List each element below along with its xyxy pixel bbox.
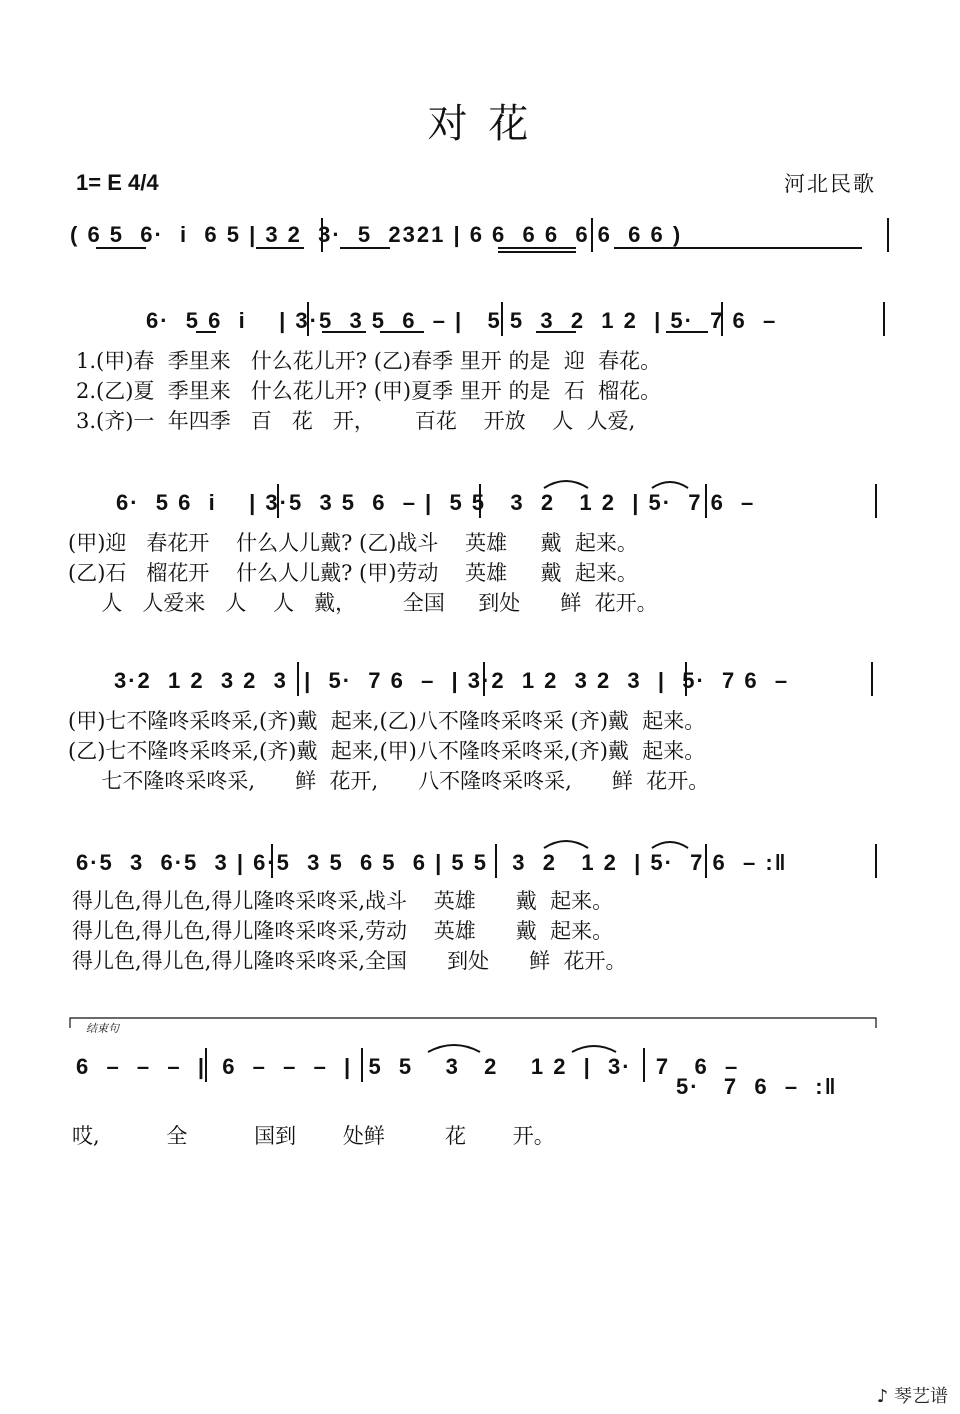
system-1-lyric-2: 2.(乙)夏 季里来 什么花儿开? (甲)夏季 里开 的是 石 榴花。 xyxy=(76,379,662,403)
logo-icon: ♪ xyxy=(876,1386,889,1407)
system-3-lyric-3: 七不隆咚采咚采, 鲜 花开, 八不隆咚采咚采, 鲜 花开。 xyxy=(68,769,710,793)
system-1-lyric-1: 1.(甲)春 季里来 什么花儿开? (乙)春季 里开 的是 迎 春花。 xyxy=(76,349,662,373)
system-2-lyric-1: (甲)迎 春花开 什么人儿戴? (乙)战斗 英雄 戴 起来。 xyxy=(68,531,638,555)
key-signature: 1= E 4/4 xyxy=(76,170,159,195)
system-4-lyric-1: 得儿色,得儿色,得儿隆咚采咚采,战斗 英雄 戴 起来。 xyxy=(72,889,614,913)
system-3-lyric-1: (甲)七不隆咚采咚采,(齐)戴 起来,(乙)八不隆咚采咚采 (齐)戴 起来。 xyxy=(68,709,706,733)
system-2-lyric-3: 人 人爱来 人 人 戴， 全国 到处 鲜 花开。 xyxy=(68,591,658,615)
ending-label: 结束句 xyxy=(86,1022,119,1035)
system-4-lyric-2: 得儿色,得儿色,得儿隆咚采咚采,劳动 英雄 戴 起来。 xyxy=(72,919,614,943)
logo-text: 琴艺谱 xyxy=(894,1386,948,1407)
song-title: 对 花 xyxy=(427,101,533,147)
system-2-lyric-2: (乙)石 榴花开 什么人儿戴? (甲)劳动 英雄 戴 起来。 xyxy=(68,561,638,585)
ending-notes-lower: 5· 7 6 – :‖ xyxy=(676,1074,838,1099)
system-2-notes: 6· 5 6 i | 3·5 3 5 6 – | 5 5 3 2 1 2 | 5· 7 6 – xyxy=(116,490,756,515)
system-1-lyric-3: 3.(齐)一 年四季 百 花 开， 百花 开放 人 人爱, xyxy=(76,409,636,433)
ending-notes: 6 – – – | 6 – – – | 5 5 3 2 1 2 | 3· 7 6 – xyxy=(76,1054,740,1079)
system-3-notes: 3·2 1 2 3 2 3 | 5· 7 6 – | 3·2 1 2 3 2 3 | 5· 7 6 – xyxy=(114,668,790,693)
composer-credit: 河北民歌 xyxy=(784,172,876,196)
system-4-notes: 6·5 3 6·5 3 | 6·5 3 5 6 5 6 | 5 5 3 2 1 2 | 5· 7 6 – :‖ xyxy=(76,850,788,875)
system-3-lyric-2: (乙)七不隆咚采咚采,(齐)戴 起来,(甲)八不隆咚采咚采,(齐)戴 起来。 xyxy=(68,739,706,763)
ending-lyrics: 哎, 全 国到 处鲜 花 开。 xyxy=(72,1124,555,1148)
intro-notes: ( 6 5 6· i 6 5 | 3 2 3· 5 2321 | 6 6 6 6 6 6 6 6 ) xyxy=(70,222,683,247)
system-4-lyric-3: 得儿色,得儿色,得儿隆咚采咚采,全国 到处 鲜 花开。 xyxy=(72,949,627,973)
system-1-notes: 6· 5 6 i | 3·5 3 5 6 – | 5 5 3 2 1 2 | 5· 7 6 – xyxy=(146,308,778,333)
